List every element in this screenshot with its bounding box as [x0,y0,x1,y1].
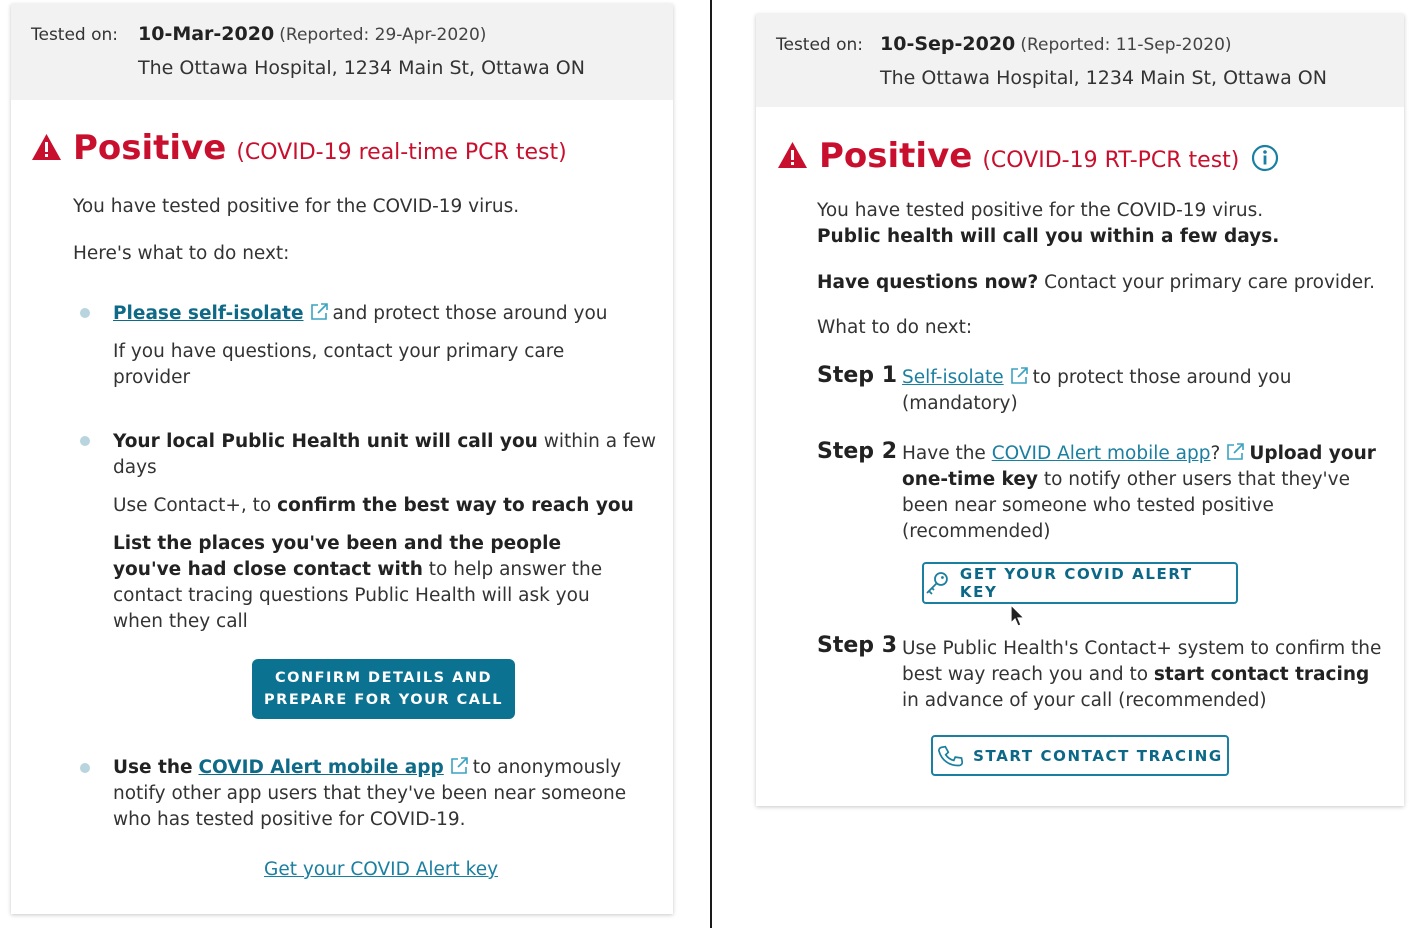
confirm-details-button[interactable]: CONFIRM DETAILS AND PREPARE FOR YOUR CALL [252,659,515,719]
tested-on-label: Tested on: [31,25,119,45]
test-date: 10-Sep-2020 [880,33,1016,55]
external-link-icon [310,302,329,321]
key-icon [924,570,950,596]
reported-date: (Reported: 11-Sep-2020) [1020,35,1232,55]
mouse-cursor-icon [1010,604,1026,628]
step-1-label: Step 1 [817,363,897,388]
test-date-line [138,23,486,45]
self-isolate-link[interactable]: Please self-isolate [113,303,304,324]
primary-care-note: If you have questions, contact your primary care provider [113,341,565,388]
phone-icon [937,743,963,769]
get-alert-key-link[interactable]: Get your COVID Alert key [264,859,499,880]
step-3-text: Use Public Health's Contact+ system to confirm the best way reach you and to start contact tracing in advance of your call (recommended) [902,638,1382,711]
step-2-label: Step 2 [817,439,897,464]
test-result-card-left [11,4,673,914]
test-date-line [880,33,1232,55]
step-2-text: Have the COVID Alert mobile app? Upload your one-time key to notify other users that they've been near someone who tested positive (recommended) [902,443,1376,542]
reported-date: (Reported: 29-Apr-2020) [279,25,487,45]
card-header [11,4,673,100]
covid-alert-app-link[interactable]: COVID Alert mobile app [198,757,444,778]
test-location: The Ottawa Hospital, 1234 Main St, Ottawa ON [138,57,585,79]
bullet-dot [80,436,90,446]
self-isolate-rest: and protect those around you [332,303,608,324]
covid-alert-app-link[interactable]: COVID Alert mobile app [991,443,1211,464]
bullet-dot [80,308,90,318]
covid-alert-app-line: Use the COVID Alert mobile app to anonymously notify other app users that they've been near someone who has tested positive for COVID-19. [113,757,627,830]
questions-line: Have questions now? Contact your primary care provider. [817,272,1375,293]
next-steps-heading: What to do next: [817,317,973,338]
public-health-call-line: Your local Public Health unit will call you within a few days [113,431,656,478]
test-result-card-right [756,14,1404,806]
public-health-notice: Public health will call you within a few days. [817,226,1280,247]
tested-on-label: Tested on: [776,35,864,55]
result-status: Positive [819,136,973,176]
test-location: The Ottawa Hospital, 1234 Main St, Ottawa ON [880,67,1327,89]
result-status: Positive [73,128,227,168]
contact-plus-line: Use Contact+, to confirm the best way to reach you [113,495,634,516]
status-heading [31,128,567,168]
test-date: 10-Mar-2020 [138,23,275,45]
external-link-icon [1226,442,1245,461]
self-isolate-line [113,301,608,327]
test-type: (COVID-19 RT-PCR test) [982,148,1240,173]
card-header [756,14,1404,107]
start-contact-tracing-button[interactable]: START CONTACT TRACING [931,735,1229,776]
next-steps-heading: Here's what to do next: [73,243,290,264]
status-heading [777,136,1279,176]
warning-icon [777,141,808,169]
test-type: (COVID-19 real-time PCR test) [236,140,567,165]
panel-divider [710,0,712,928]
external-link-icon [1010,366,1029,385]
bullet-dot [80,763,90,773]
warning-icon [31,133,62,161]
result-intro: You have tested positive for the COVID-19 virus. [73,196,520,217]
close-contact-line: List the places you've been and the people you've had close contact with to help answer the contact tracing questions Public Health will ask you when they call [113,533,603,632]
external-link-icon [450,756,469,775]
self-isolate-link[interactable]: Self-isolate [902,367,1004,388]
info-icon[interactable] [1251,144,1279,172]
step-3-label: Step 3 [817,633,897,658]
get-alert-key-button[interactable]: GET YOUR COVID ALERT KEY [922,562,1238,604]
result-intro: You have tested positive for the COVID-19 virus. [817,200,1264,221]
step-1-text: Self-isolate to protect those around you (mandatory) [902,367,1292,414]
